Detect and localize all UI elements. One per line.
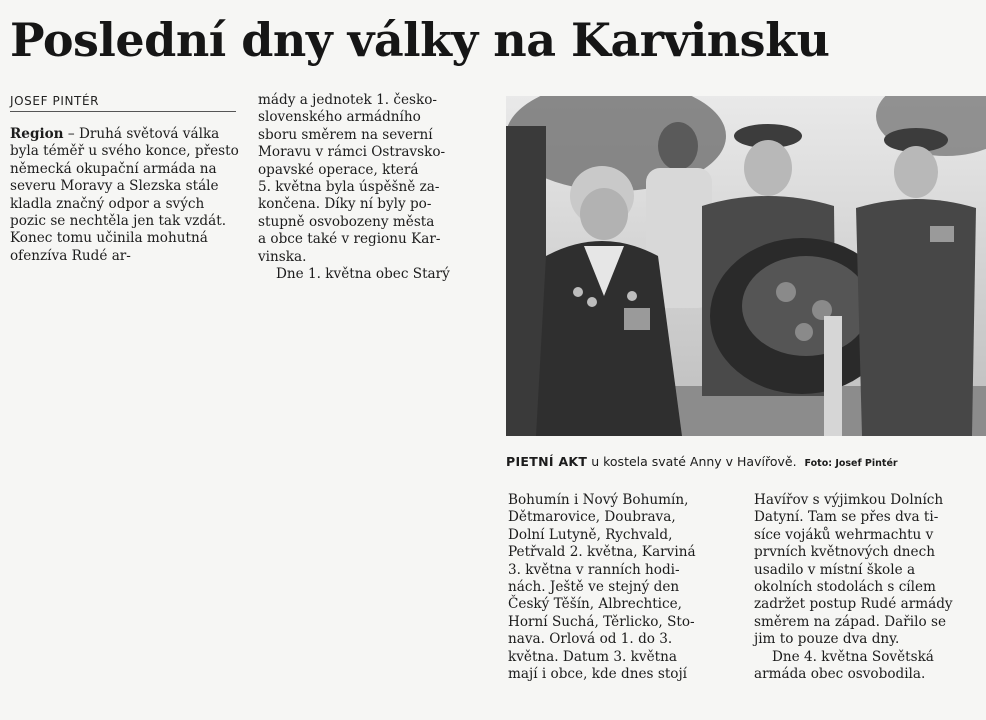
column-2-paragraph-1: mády a jednotek 1. česko- slovenského armádního sboru směrem na severní Moravu v rámci Ostravsko- opavské operace, která 5. května byla úspěšně za- končena. Díky ní byly po- stupně osvobozeny města a obce také v regionu Kar- vinska.	[258, 92, 446, 265]
caption-label: PIETNÍ AKT	[506, 454, 588, 469]
photo-caption	[506, 454, 986, 469]
column-4-paragraph-2: Dne 4. května Sovětská armáda obec osvobodila.	[754, 648, 934, 683]
medals-ribbon	[624, 308, 650, 330]
column-4-paragraph-1: Havířov s výjimkou Dolních Datyní. Tam se přes dva ti- síce vojáků wehrmachtu v prvních květnových dnech usadilo v místní škole a okolních stodolách s cílem zadržet postup Rudé armády směrem na západ. Dařilo se jim to pouze dva dny.	[754, 492, 953, 648]
column-1-body: – Druhá světová válka byla téměř u svého konce, přesto německá okupační armáda na severu Moravy a Slezska stále kladla značný odpor a svých pozic se nechtěla jen tak vzdát. Konec tomu učinila mohutná ofenzíva Rudé ar-	[10, 126, 239, 264]
medals-right	[930, 226, 954, 242]
lead-label: Region	[10, 126, 64, 142]
caption-text: u kostela svaté Anny v Havířově.	[591, 454, 797, 469]
column-3	[508, 492, 738, 683]
woman-face	[580, 188, 628, 240]
medal	[587, 297, 597, 307]
column-2	[258, 92, 484, 283]
photo-credit: Foto: Josef Pintér	[804, 458, 898, 469]
medal	[573, 287, 583, 297]
wreath-stand	[824, 316, 842, 436]
officer-face-right	[894, 146, 938, 198]
flower	[776, 282, 796, 302]
column-1-text	[10, 126, 244, 265]
author-byline: JOSEF PINTÉR	[10, 94, 236, 112]
column-4	[754, 492, 986, 683]
flower	[795, 323, 813, 341]
article-photo	[506, 96, 986, 436]
photo-illustration	[506, 96, 986, 436]
column-1	[10, 126, 244, 265]
officer-uniform-right	[856, 199, 976, 436]
wreath-flowers	[742, 256, 870, 356]
person-background-head	[658, 122, 698, 170]
column-2-paragraph-2: Dne 1. května obec Starý	[276, 266, 450, 283]
headline: Poslední dny války na Karvinsku	[10, 13, 830, 67]
medal	[627, 291, 637, 301]
column-3-paragraph: Bohumín i Nový Bohumín, Dětmarovice, Doubrava, Dolní Lutyně, Rychvald, Petřvald 2. května, Karviná 3. května v ranních hodi- nách. Ještě ve stejný den Český Těšín, Albrechtice, Horní Suchá, Těrlicko, Sto- nava. Orlová od 1. do 3. května. Datum 3. května mají i obce, kde dnes stojí	[508, 492, 696, 683]
officer-face	[744, 140, 792, 196]
